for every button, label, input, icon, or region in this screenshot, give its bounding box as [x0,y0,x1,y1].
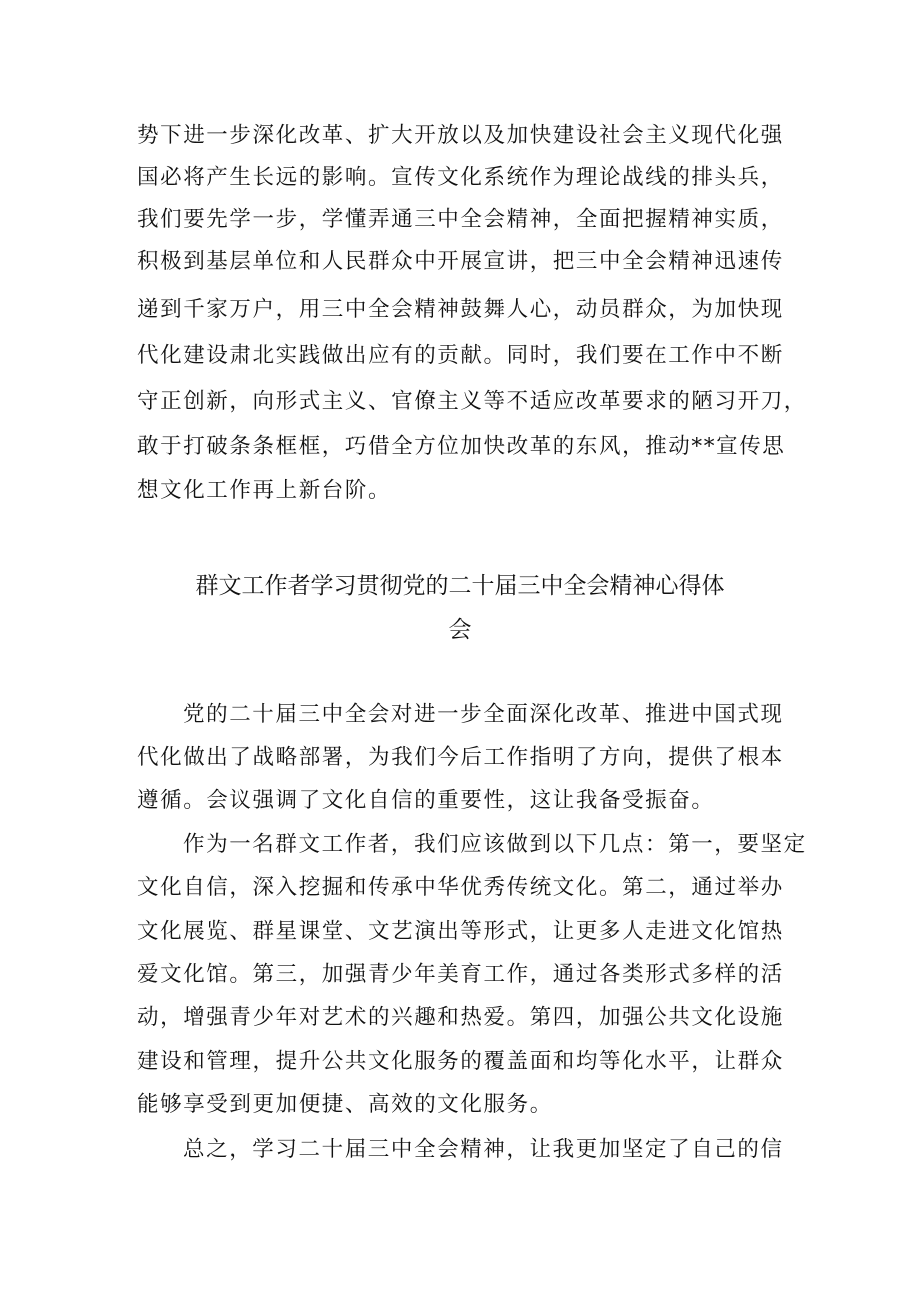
article-title: 群文工作者学习贯彻党的二十届三中全会精神心得体 [195,573,725,599]
article-title-continued: 会 [448,617,472,643]
text-line: 敢于打破条条框框，巧借全方位加快改革的东风，推动**宣传思 [137,434,786,459]
paragraph-line: 代化做出了战略部署，为我们今后工作指明了方向，提供了根本 [137,745,784,770]
text-line: 势下进一步深化改革、扩大开放以及加快建设社会主义现代化强 [137,123,784,148]
paragraph-line: 动，增强青少年对艺术的兴趣和热爱。第四，加强公共文化设施 [137,1005,784,1030]
paragraph-line: 能够享受到更加便捷、高效的文化服务。 [137,1092,553,1117]
text-line: 积极到基层单位和人民群众中开展宣讲，把三中全会精神迅速传 [137,249,784,274]
paragraph-line: 文化自信，深入挖掘和传承中华优秀传统文化。第二，通过举办 [137,875,784,900]
paragraph-line: 爱文化馆。第三，加强青少年美育工作，通过各类形式多样的活 [137,962,784,987]
paragraph-line: 文化展览、群星课堂、文艺演出等形式，让更多人走进文化馆热 [137,919,784,944]
paragraph-line: 遵循。会议强调了文化自信的重要性，这让我备受振奋。 [137,788,715,813]
paragraph-line: 建设和管理，提升公共文化服务的覆盖面和均等化水平，让群众 [137,1049,784,1074]
paragraph-line: 总之，学习二十届三中全会精神，让我更加坚定了自己的信 [183,1137,784,1162]
text-line: 守正创新，向形式主义、官僚主义等不适应改革要求的陋习开刀， [137,389,807,414]
text-line: 国必将产生长远的影响。宣传文化系统作为理论战线的排头兵， [137,165,784,190]
text-line: 代化建设肃北实践做出应有的贡献。同时，我们要在工作中不断 [137,343,784,368]
paragraph-line: 党的二十届三中全会对进一步全面深化改革、推进中国式现 [183,702,784,727]
text-line: 递到千家万户，用三中全会精神鼓舞人心，动员群众，为加快现 [137,297,784,322]
paragraph-line: 作为一名群文工作者，我们应该做到以下几点：第一，要坚定 [183,832,807,857]
text-line: 想文化工作再上新台阶。 [137,478,392,503]
text-line: 我们要先学一步，学懂弄通三中全会精神，全面把握精神实质， [137,207,784,232]
